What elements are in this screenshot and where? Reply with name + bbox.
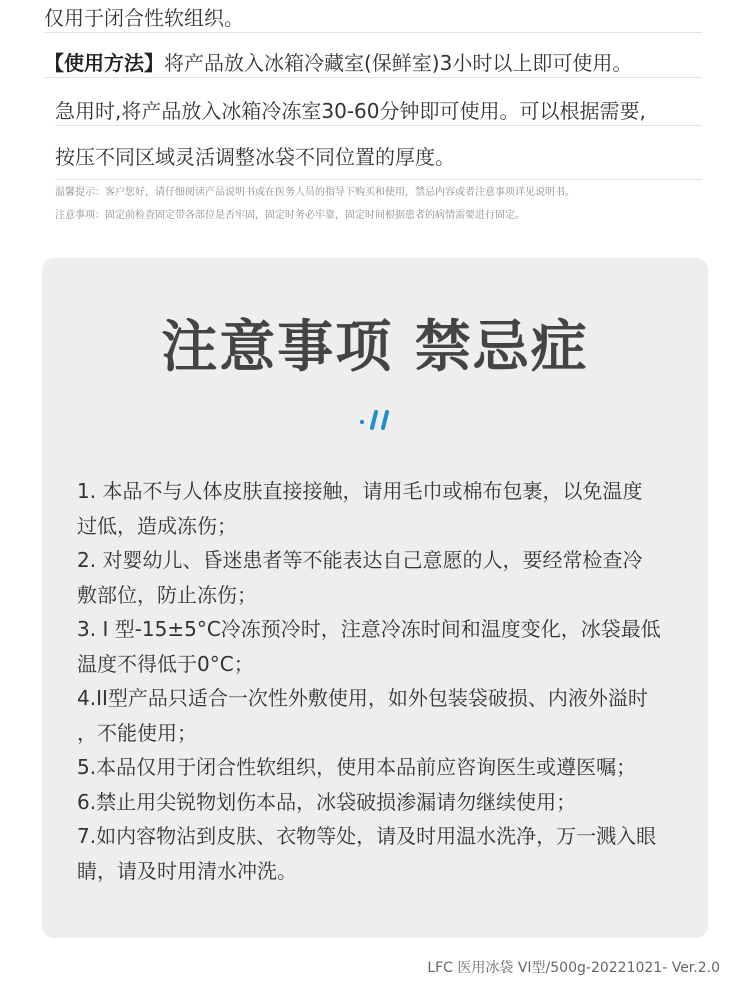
precautions-list [77, 474, 697, 888]
precautions-note: 注意事项：固定前检查固定带各部位是否牢固，固定时务必牢靠，固定时间根据患者的病情需要进行固定。 [55, 210, 525, 221]
list-item: 6.禁止用尖锐物划伤本品，冰袋破损渗漏请勿继续使用； [77, 789, 577, 814]
list-item: 7.如内容物沾到皮肤、衣物等处，请及时用温水洗净，万一溅入眼 睛，请及时用清水冲洗。 [77, 824, 657, 883]
list-item: 1. 本品不与人体皮肤直接接触，请用毛巾或棉布包裹，以免温度 过低，造成冻伤； [77, 479, 643, 538]
list-item: 5.本品仅用于闭合性软组织，使用本品前应咨询医生或遵医嘱； [77, 755, 637, 779]
instruction-line-1: 仅用于闭合性软组织。 [44, 4, 702, 33]
instruction-line-4: 按压不同区域灵活调整冰袋不同位置的厚度。 [55, 143, 702, 180]
divider-icon [358, 408, 394, 432]
instruction-line-3: 急用时,将产品放入冰箱冷冻室30-60分钟即可使用。可以根据需要, [55, 97, 702, 126]
usage-text: 将产品放入冰箱冷藏室(保鲜室)3小时以上即可使用。 [164, 51, 633, 75]
list-item: 4.II型产品只适合一次性外敷使用，如外包装袋破损、内液外溢时 ，不能使用； [77, 686, 648, 745]
list-item: 3. I 型-15±5°C冷冻预冷时，注意冷冻时间和温度变化，冰袋最低 温度不得低于0°C； [77, 617, 661, 676]
usage-line [44, 49, 702, 78]
list-item: 2. 对婴幼儿、昏迷患者等不能表达自己意愿的人，要经常检查冷 敷部位，防止冻伤； [77, 548, 643, 607]
version-footer: LFC 医用冰袋 VI型/500g-20221021- Ver.2.0 [427, 960, 720, 976]
usage-label: 【使用方法】 [44, 51, 164, 75]
warm-tip-note: 温馨提示：客户您好，请仔细阅读产品说明书或在医务人员的指导下购买和使用，禁忌内容或者注意事项详见说明书。 [55, 187, 575, 198]
card-title: 注意事项 禁忌症 [161, 315, 589, 380]
